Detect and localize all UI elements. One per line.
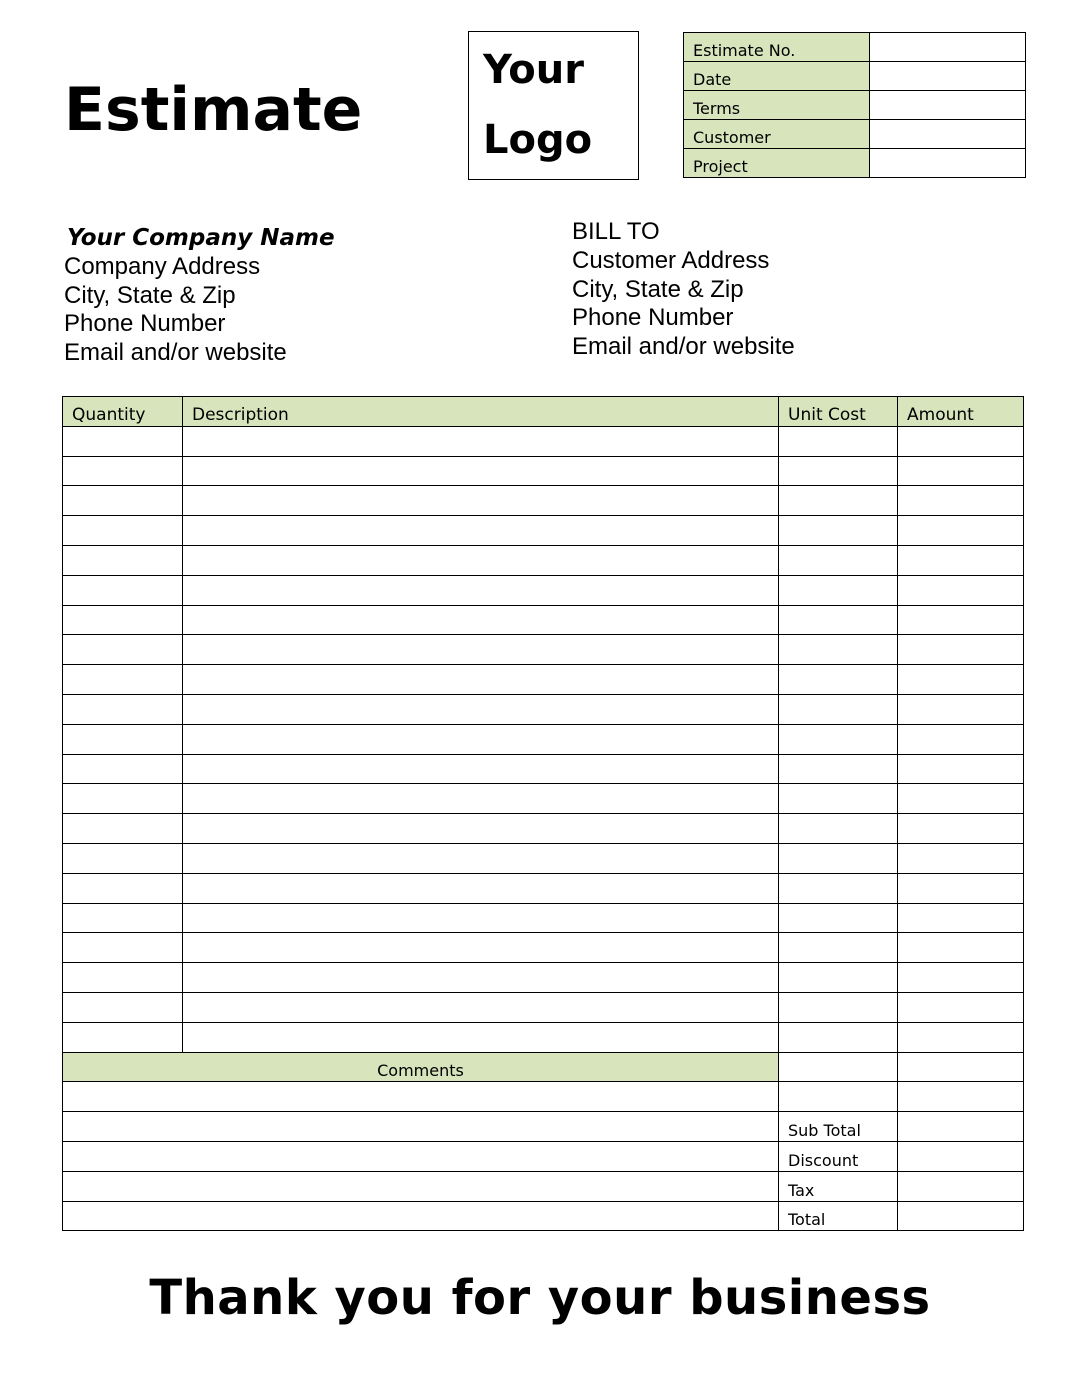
quantity-cell[interactable] <box>63 665 183 695</box>
quantity-cell[interactable] <box>63 963 183 993</box>
column-header-quantity: Quantity <box>63 397 183 427</box>
column-header-unit-cost: Unit Cost <box>779 397 898 427</box>
customer-phone: Phone Number <box>572 304 734 332</box>
description-cell[interactable] <box>183 426 779 456</box>
info-label: Estimate No. <box>684 33 870 62</box>
blank-cell <box>898 1082 1024 1112</box>
blank-cell <box>779 1052 898 1082</box>
description-cell[interactable] <box>183 575 779 605</box>
amount-cell[interactable] <box>898 933 1024 963</box>
summary-label: Discount <box>779 1141 898 1171</box>
quantity-cell[interactable] <box>63 873 183 903</box>
description-cell[interactable] <box>183 545 779 575</box>
info-row-project <box>684 149 1026 178</box>
amount-cell[interactable] <box>898 486 1024 516</box>
unit-cost-cell[interactable] <box>779 426 898 456</box>
blank-cell <box>898 1052 1024 1082</box>
amount-cell[interactable] <box>898 784 1024 814</box>
description-cell[interactable] <box>183 1022 779 1052</box>
quantity-cell[interactable] <box>63 843 183 873</box>
table-row <box>63 724 1024 754</box>
amount-cell[interactable] <box>898 635 1024 665</box>
comments-header: Comments <box>63 1052 779 1082</box>
table-row <box>63 843 1024 873</box>
unit-cost-cell[interactable] <box>779 724 898 754</box>
amount-cell[interactable] <box>898 963 1024 993</box>
customer-email: Email and/or website <box>572 332 795 360</box>
comments-field[interactable] <box>63 1201 779 1231</box>
quantity-cell[interactable] <box>63 486 183 516</box>
summary-row-tax <box>63 1171 1024 1201</box>
company-phone: Phone Number <box>64 310 226 338</box>
unit-cost-cell[interactable] <box>779 933 898 963</box>
customer-address: Customer Address <box>572 247 770 274</box>
description-cell[interactable] <box>183 635 779 665</box>
unit-cost-cell[interactable] <box>779 694 898 724</box>
totals-section <box>63 1052 1024 1231</box>
unit-cost-cell[interactable] <box>779 963 898 993</box>
quantity-cell[interactable] <box>63 694 183 724</box>
line-items-body <box>63 426 1024 1052</box>
summary-row-sub-total <box>63 1112 1024 1142</box>
table-row <box>63 754 1024 784</box>
quantity-cell[interactable] <box>63 724 183 754</box>
info-row-terms <box>684 91 1026 120</box>
info-label: Project <box>684 149 870 178</box>
quantity-cell[interactable] <box>63 545 183 575</box>
quantity-cell[interactable] <box>63 605 183 635</box>
amount-cell[interactable] <box>898 605 1024 635</box>
company-email: Email and/or website <box>64 338 287 366</box>
document-title: Estimate <box>64 75 363 145</box>
quantity-cell[interactable] <box>63 754 183 784</box>
description-cell[interactable] <box>183 873 779 903</box>
description-cell[interactable] <box>183 903 779 933</box>
quantity-cell[interactable] <box>63 1022 183 1052</box>
unit-cost-cell[interactable] <box>779 635 898 665</box>
amount-cell[interactable] <box>898 843 1024 873</box>
summary-row-total <box>63 1201 1024 1231</box>
logo-placeholder <box>468 31 639 180</box>
unit-cost-cell[interactable] <box>779 516 898 546</box>
terms-field[interactable] <box>870 91 1026 120</box>
amount-cell[interactable] <box>898 545 1024 575</box>
amount-cell[interactable] <box>898 992 1024 1022</box>
quantity-cell[interactable] <box>63 575 183 605</box>
description-cell[interactable] <box>183 486 779 516</box>
amount-cell[interactable] <box>898 665 1024 695</box>
quantity-cell[interactable] <box>63 635 183 665</box>
description-cell[interactable] <box>183 814 779 844</box>
unit-cost-cell[interactable] <box>779 605 898 635</box>
quantity-cell[interactable] <box>63 456 183 486</box>
quantity-cell[interactable] <box>63 784 183 814</box>
unit-cost-cell[interactable] <box>779 873 898 903</box>
unit-cost-cell[interactable] <box>779 486 898 516</box>
table-header-row <box>63 397 1024 427</box>
table-row <box>63 992 1024 1022</box>
table-row <box>63 903 1024 933</box>
column-header-amount: Amount <box>898 397 1024 427</box>
amount-cell[interactable] <box>898 903 1024 933</box>
description-cell[interactable] <box>183 963 779 993</box>
summary-label: Tax <box>779 1171 898 1201</box>
total-field[interactable] <box>898 1201 1024 1231</box>
table-row <box>63 605 1024 635</box>
summary-label: Sub Total <box>779 1112 898 1142</box>
tax-field[interactable] <box>898 1171 1024 1201</box>
comments-field[interactable] <box>63 1141 779 1171</box>
project-field[interactable] <box>870 149 1026 178</box>
column-header-description: Description <box>183 397 779 427</box>
comments-header-row <box>63 1052 1024 1082</box>
info-row-customer <box>684 120 1026 149</box>
table-row <box>63 665 1024 695</box>
amount-cell[interactable] <box>898 456 1024 486</box>
quantity-cell[interactable] <box>63 426 183 456</box>
company-block <box>64 223 335 367</box>
table-row <box>63 426 1024 456</box>
customer-city: City, State & Zip <box>572 275 744 303</box>
unit-cost-cell[interactable] <box>779 545 898 575</box>
unit-cost-cell[interactable] <box>779 754 898 784</box>
logo-text-line2: Logo <box>483 117 593 163</box>
comments-field[interactable] <box>63 1112 779 1142</box>
blank-cell <box>779 1082 898 1112</box>
comments-row <box>63 1082 1024 1112</box>
estimate-info-table <box>683 32 1026 178</box>
comments-field[interactable] <box>63 1171 779 1201</box>
amount-cell[interactable] <box>898 754 1024 784</box>
estimate-no-field[interactable] <box>870 33 1026 62</box>
unit-cost-cell[interactable] <box>779 1022 898 1052</box>
table-row <box>63 873 1024 903</box>
company-name: Your Company Name <box>67 225 335 251</box>
amount-cell[interactable] <box>898 426 1024 456</box>
description-cell[interactable] <box>183 516 779 546</box>
info-row-date <box>684 62 1026 91</box>
quantity-cell[interactable] <box>63 903 183 933</box>
description-cell[interactable] <box>183 843 779 873</box>
bill-to-heading: BILL TO <box>572 218 660 245</box>
table-row <box>63 456 1024 486</box>
table-row <box>63 694 1024 724</box>
table-row <box>63 784 1024 814</box>
table-row <box>63 575 1024 605</box>
table-row <box>63 814 1024 844</box>
description-cell[interactable] <box>183 605 779 635</box>
unit-cost-cell[interactable] <box>779 575 898 605</box>
unit-cost-cell[interactable] <box>779 992 898 1022</box>
table-row <box>63 635 1024 665</box>
amount-cell[interactable] <box>898 575 1024 605</box>
quantity-cell[interactable] <box>63 933 183 963</box>
date-field[interactable] <box>870 62 1026 91</box>
sub-total-field[interactable] <box>898 1112 1024 1142</box>
description-cell[interactable] <box>183 724 779 754</box>
line-items-table <box>62 396 1024 1231</box>
quantity-cell[interactable] <box>63 992 183 1022</box>
logo-text-line1: Your <box>483 47 584 93</box>
company-address: Company Address <box>64 253 261 280</box>
amount-cell[interactable] <box>898 814 1024 844</box>
description-cell[interactable] <box>183 665 779 695</box>
summary-row-discount <box>63 1141 1024 1171</box>
description-cell[interactable] <box>183 754 779 784</box>
customer-field[interactable] <box>870 120 1026 149</box>
unit-cost-cell[interactable] <box>779 843 898 873</box>
amount-cell[interactable] <box>898 516 1024 546</box>
amount-cell[interactable] <box>898 724 1024 754</box>
table-row <box>63 545 1024 575</box>
amount-cell[interactable] <box>898 694 1024 724</box>
description-cell[interactable] <box>183 784 779 814</box>
info-label: Date <box>684 62 870 91</box>
amount-cell[interactable] <box>898 1022 1024 1052</box>
quantity-cell[interactable] <box>63 814 183 844</box>
description-cell[interactable] <box>183 933 779 963</box>
description-cell[interactable] <box>183 694 779 724</box>
table-row <box>63 1022 1024 1052</box>
thank-you-message: Thank you for your business <box>149 1270 931 1326</box>
description-cell[interactable] <box>183 456 779 486</box>
description-cell[interactable] <box>183 992 779 1022</box>
company-city: City, State & Zip <box>64 281 236 309</box>
unit-cost-cell[interactable] <box>779 665 898 695</box>
bill-to-block <box>572 217 795 361</box>
unit-cost-cell[interactable] <box>779 784 898 814</box>
amount-cell[interactable] <box>898 873 1024 903</box>
info-row-estimate-no <box>684 33 1026 62</box>
table-row <box>63 486 1024 516</box>
info-label: Customer <box>684 120 870 149</box>
comments-field[interactable] <box>63 1082 779 1112</box>
table-row <box>63 516 1024 546</box>
unit-cost-cell[interactable] <box>779 903 898 933</box>
unit-cost-cell[interactable] <box>779 456 898 486</box>
table-row <box>63 933 1024 963</box>
summary-label: Total <box>779 1201 898 1231</box>
unit-cost-cell[interactable] <box>779 814 898 844</box>
table-row <box>63 963 1024 993</box>
info-label: Terms <box>684 91 870 120</box>
discount-field[interactable] <box>898 1141 1024 1171</box>
quantity-cell[interactable] <box>63 516 183 546</box>
